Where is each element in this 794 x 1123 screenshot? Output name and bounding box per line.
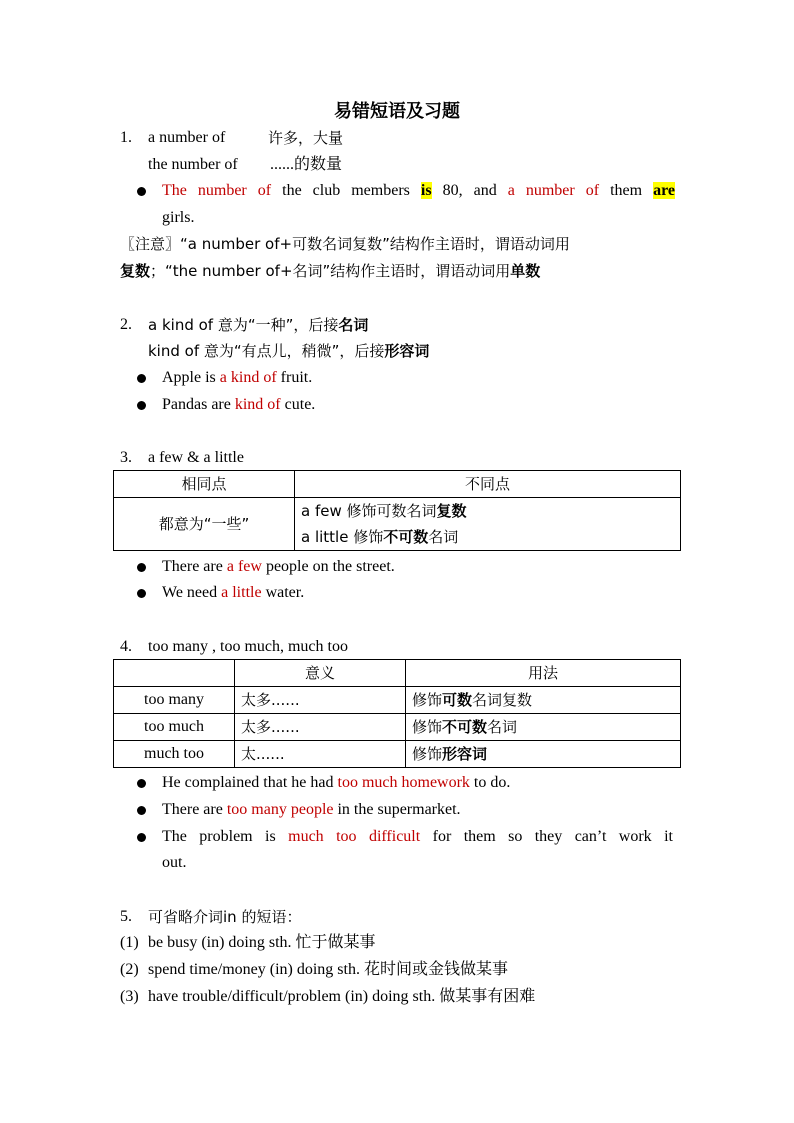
- example-text: fruit.: [276, 369, 313, 386]
- definition-emphasis: 名词: [338, 316, 369, 334]
- table-cell-term: too many: [114, 687, 235, 714]
- note-emphasis: 复数: [120, 262, 151, 280]
- phrase-a-number-of: a number of: [148, 129, 226, 146]
- diff-text: a little 修饰: [301, 528, 384, 546]
- highlight-phrase: a little: [221, 584, 262, 601]
- example-text: cute.: [280, 396, 316, 413]
- example-text: There are: [162, 801, 227, 818]
- example-a-little: [162, 582, 304, 604]
- bullet-icon: [137, 563, 146, 572]
- table-cell-same: 都意为“一些”: [114, 498, 295, 551]
- table-cell-usage: [406, 741, 681, 768]
- table-row: [114, 687, 681, 714]
- example-text: There are: [162, 558, 227, 575]
- highlight-verb-are: are: [653, 182, 676, 199]
- highlight-phrase: kind of: [234, 396, 281, 413]
- diff-emphasis: 不可数: [383, 528, 429, 546]
- usage-emphasis: 形容词: [442, 745, 488, 763]
- too-much-table: [113, 659, 681, 768]
- example-1-continued: girls.: [162, 209, 195, 226]
- page-title: 易错短语及习题: [334, 101, 460, 122]
- example-too-many: [162, 799, 461, 821]
- table-header-meaning: 意义: [235, 660, 406, 687]
- section-3-number: 3.: [120, 449, 132, 466]
- example-text: people on the street.: [261, 558, 395, 575]
- note-emphasis: 单数: [510, 262, 541, 280]
- section-2-line-1: [148, 314, 368, 336]
- example-text: Pandas are: [162, 396, 235, 413]
- table-cell-meaning: 太多......: [235, 687, 406, 714]
- example-a-few: [162, 556, 395, 578]
- example-text: in the supermarket.: [333, 801, 461, 818]
- table-cell-meaning: 太多......: [235, 714, 406, 741]
- table-cell-usage: [406, 714, 681, 741]
- section-2-number: 2.: [120, 316, 132, 333]
- list-item-number: (3): [120, 988, 139, 1005]
- highlight-phrase: a few: [226, 558, 262, 575]
- table-cell-usage: [406, 687, 681, 714]
- usage-emphasis: 可数: [442, 691, 473, 709]
- bullet-icon: [137, 779, 146, 788]
- list-item: have trouble/difficult/problem (in) doing sth. 做某事有困难: [148, 988, 536, 1005]
- table-header-usage: 用法: [406, 660, 681, 687]
- definition-emphasis: 形容词: [384, 342, 430, 360]
- example-1-sentence: [162, 180, 675, 202]
- diff-text: a few 修饰可数名词: [301, 502, 437, 520]
- usage-text: 修饰: [412, 718, 443, 736]
- section-2-line-2: [148, 340, 429, 362]
- note-line-2: [120, 260, 540, 282]
- example-too-much: [162, 772, 510, 794]
- table-header-empty: [114, 660, 235, 687]
- definition-text: a kind of 意为“一种”，后接: [148, 316, 339, 334]
- example-much-too-continued: out.: [162, 854, 187, 871]
- note-text: ；“the number of+名词”结构作主语时，谓语动词用: [150, 262, 511, 280]
- highlight-phrase: too much homework: [337, 774, 470, 791]
- example-apple: [162, 367, 312, 389]
- highlight-phrase: a kind of: [219, 369, 277, 386]
- example-text: to do.: [469, 774, 511, 791]
- table-cell-term: too much: [114, 714, 235, 741]
- table-cell-meaning: 太......: [235, 741, 406, 768]
- example-text: He complained that he had: [162, 774, 338, 791]
- example-text: 80, and: [431, 182, 508, 199]
- usage-text: 修饰: [412, 745, 443, 763]
- highlight-phrase: too many people: [226, 801, 334, 818]
- example-pandas: [162, 394, 315, 416]
- section-1-number: 1.: [120, 129, 132, 146]
- example-text: for them so they can’t work it: [420, 828, 673, 845]
- phrase-a-number-of-meaning: 许多，大量: [268, 129, 344, 147]
- usage-text: 修饰: [412, 691, 443, 709]
- example-text: the club members: [271, 182, 421, 199]
- table-row: [114, 741, 681, 768]
- list-item: be busy (in) doing sth. 忙于做某事: [148, 934, 376, 951]
- definition-text: kind of 意为“有点儿，稍微”，后接: [148, 342, 385, 360]
- diff-a-little: [301, 524, 674, 550]
- table-cell-term: much too: [114, 741, 235, 768]
- highlight-phrase: The number of: [162, 182, 272, 199]
- bullet-icon: [137, 374, 146, 383]
- bullet-icon: [137, 806, 146, 815]
- highlight-phrase: much too difficult: [288, 828, 421, 845]
- bullet-icon: [137, 833, 146, 842]
- table-row: [114, 714, 681, 741]
- table-header-diff: 不同点: [295, 471, 681, 498]
- section-4-number: 4.: [120, 638, 132, 655]
- example-much-too: [162, 826, 673, 848]
- usage-emphasis: 不可数: [442, 718, 488, 736]
- table-cell-diff: [295, 498, 681, 551]
- section-5-number: 5.: [120, 908, 132, 925]
- diff-text: 名词: [428, 528, 459, 546]
- usage-text: 名词复数: [472, 691, 533, 709]
- list-item-number: (2): [120, 961, 139, 978]
- highlight-verb-is: is: [420, 182, 432, 199]
- list-item: spend time/money (in) doing sth. 花时间或金钱做某事: [148, 961, 508, 978]
- few-little-table: [113, 470, 681, 551]
- list-item-number: (1): [120, 934, 139, 951]
- example-text: Apple is: [162, 369, 220, 386]
- example-text: water.: [261, 584, 305, 601]
- example-text: them: [599, 182, 654, 199]
- note-line-1: 〖注意〗“a number of+可数名词复数”结构作主语时，谓语动词用: [120, 235, 570, 253]
- phrase-the-number-of: the number of: [148, 156, 238, 173]
- section-5-heading: 可省略介词in 的短语：: [148, 908, 302, 926]
- bullet-icon: [137, 401, 146, 410]
- bullet-icon: [137, 187, 146, 196]
- diff-emphasis: 复数: [436, 502, 467, 520]
- usage-text: 名词: [487, 718, 518, 736]
- section-3-heading: a few & a little: [148, 449, 244, 466]
- example-text: The problem is: [162, 828, 289, 845]
- highlight-phrase: a number of: [507, 182, 600, 199]
- section-4-heading: too many , too much, much too: [148, 638, 348, 655]
- phrase-the-number-of-meaning: ......的数量: [270, 156, 343, 173]
- table-header-same: 相同点: [114, 471, 295, 498]
- diff-a-few: [301, 498, 674, 524]
- example-text: We need: [162, 584, 222, 601]
- bullet-icon: [137, 589, 146, 598]
